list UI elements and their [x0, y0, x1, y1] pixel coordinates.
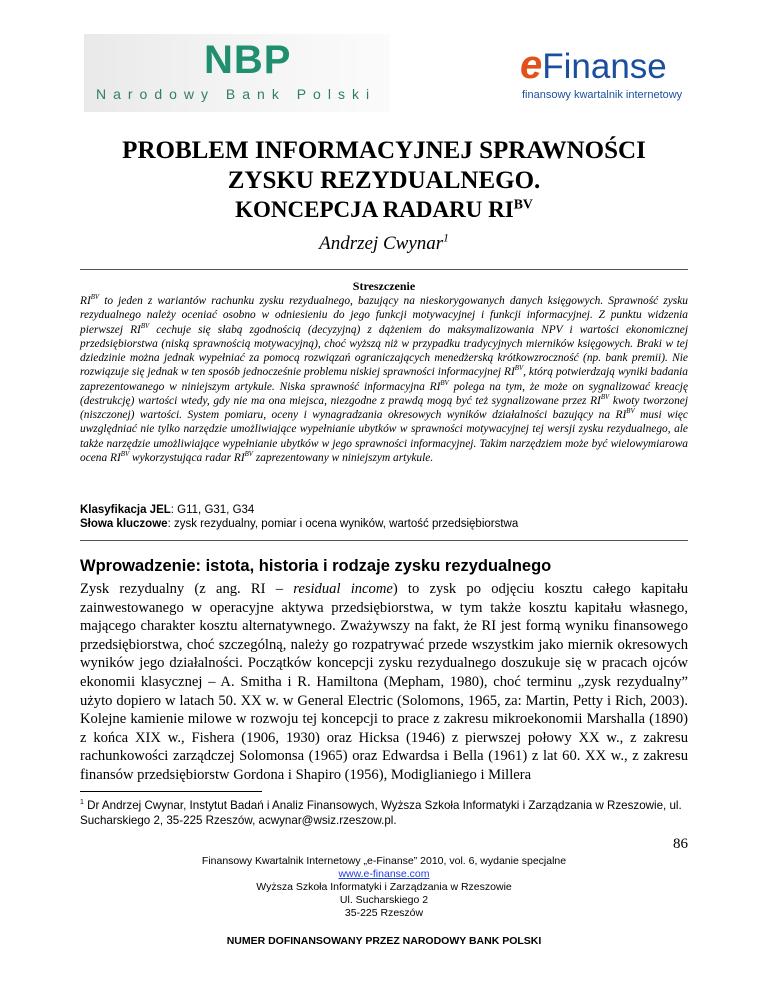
abstract-superscript: BV	[90, 294, 100, 302]
footer-journal: Finansowy Kwartalnik Internetowy „e-Finanse” 2010, vol. 6, wydanie specjalne	[201, 855, 567, 867]
abstract-segment: wykorzystująca radar RI	[129, 451, 245, 464]
paper-title-line-3	[0, 198, 768, 221]
paragraph-segment: ) to zysk po odjęciu kosztu całego kapitału zainwestowanego w operacyjne aktywa przedsiębiorstwa, w tym także kosztu kapitału własnego, mającego charakter kosztu alternatywnego. Zważywszy na fakt, że RI jest formą wyniku finansowego przedsiębiorstwa, choć szczególną, należy go rozpatrywać przede wszystkim jako miernik okresowych wyników jego działalności. Początków koncepcji zysku rezydualnego doszukuje się w pracach ojców ekonomii klasycznej – A. Smitha i R. Hamiltona (Mepham, 1980), choć terminu „zysk rezydualny” użyto dopiero w latach 50. XX w. w General Electric (Solomons, 1965, za: Martin, Petty i Rich, 2003). Kolejne kamienie milowe w rozwoju tej koncepcji to prace z zakresu mikroekonomii Marshalla (1890) z końca XIX w., Fishera (1906, 1930) oraz Hicksa (1946) z pierwszej połowy XX w., z zakresu rachunkowości zarządczej Solomonsa (1965) oraz Edwardsa i Bella (1961) z lat 60. XX w., z zakresu finansów przedsiębiorstw Gordona i Shapiro (1956), Modiglianiego i Millera	[80, 581, 688, 783]
paragraph-segment: Zysk rezydualny (z ang. RI –	[80, 581, 294, 597]
jel-classification	[80, 503, 688, 517]
efinanse-logo-word: Finanse	[542, 47, 667, 86]
paper-title-line-2: ZYSKU REZYDUALNEGO.	[227, 167, 541, 194]
footer-link[interactable]: www.e-finanse.com	[338, 868, 430, 880]
keywords-label: Słowa kluczowe	[80, 518, 168, 530]
author-footnote-ref: 1	[443, 232, 449, 245]
abstract-superscript: BV	[140, 322, 150, 330]
footer-city: 35-225 Rzeszów	[344, 907, 424, 919]
abstract-superscript: BV	[626, 408, 635, 416]
author-name: Andrzej Cwynar	[319, 233, 444, 254]
abstract-top-rule	[80, 269, 688, 270]
footer-street: Ul. Sucharskiego 2	[339, 894, 429, 906]
abstract-superscript: BV	[440, 379, 449, 387]
footnote-rule	[80, 791, 262, 792]
abstract-superscript: BV	[244, 450, 253, 458]
abstract-segment: to jeden z wariantów rachunku zysku rezydualnego, bazujący na nieskorygowanych danych księgowych. Sprawność zysku rezydualnego należy oceniać osobno w odniesieniu do jego funkcji motywacyjnej i funkcji informacyjnej. Z punktu widzenia pierwszej RI	[80, 295, 688, 336]
efinanse-logo	[520, 43, 710, 113]
author	[0, 233, 768, 255]
paper-title-line-1: PROBLEM INFORMACYJNEJ SPRAWNOŚCI	[122, 137, 646, 164]
abstract-bottom-rule	[80, 540, 688, 541]
efinanse-logo-subtitle: finansowy kwartalnik internetowy	[522, 89, 683, 101]
nbp-logo-name: Narodowy Bank Polski	[96, 86, 377, 102]
abstract-segment: zaprezentowany w niniejszym artykule.	[252, 451, 434, 464]
footnote-number: 1	[80, 799, 84, 807]
paper-title-superscript: BV	[513, 196, 533, 212]
abstract-segment: polega na tym, że może on sygnalizować kreację (destrukcję) wartości wtedy, gdy nie ma ona miejsca, niezgodne z prawdą mogą być też sygnalizowane przez RI	[80, 380, 688, 407]
footnote-text: Dr Andrzej Cwynar, Instytut Badań i Analiz Finansowych, Wyższa Szkoła Informatyki i Zarządzania w Rzeszowie, ul. Sucharskiego 2, 35-225 Rzeszów, acwynar@wsiz.rzeszow.pl.	[80, 799, 682, 827]
abstract-segment: cechuje się słabą zgodnością (decyzyjną) z dążeniem do maksymalizowania NPV i wartości ekonomicznej przedsiębiorstwa (niską sprawnością motywacyjną), choć wyższą niż w przypadku tradycyjnych mierników księgowych. Braki w tej dziedzinie można jednak wypełniać za pomocą rozwiązań ograniczających menedżerską krótkowzroczność (np. bank premii). Nie rozwiązuje się jednak w ten sposób jednocześnie problemu niskiej sprawności informacyjnej RI	[80, 323, 688, 379]
footer-funding-note: NUMER DOFINANSOWANY PRZEZ NARODOWY BANK POLSKI	[226, 935, 542, 947]
abstract-segment: kwoty tworzonej (niszczonej) wartości. System pomiaru, oceny i wynagradzania okresowych wyników działalności bazujący na RI	[80, 394, 688, 421]
section-paragraph	[80, 580, 688, 785]
nbp-logo	[84, 34, 390, 112]
jel-label: Klasyfikacja JEL	[80, 504, 171, 516]
footnote	[80, 798, 688, 828]
abstract-segment: musi więc uwzględniać nie tylko narzędzie umożliwiające wypełnianie ubytków w sprawności motywacyjnej tej wersji zysku rezydualnego, ale także narzędzie umożliwiające wypełnianie ubytków w jego sprawności informacyjnej. Takim narzędziem może być wielowymiarowa ocena RI	[80, 409, 688, 464]
paper-title-line-3-text: KONCEPCJA RADARU RI	[235, 197, 514, 222]
keywords	[80, 517, 688, 531]
abstract-segment: , którą potwierdzają wyniki badania zaprezentowanego w niniejszym artykule. Niska sprawność informacyjna RI	[80, 366, 688, 393]
abstract-segment: RI	[80, 295, 91, 307]
footer-institution: Wyższa Szkoła Informatyki i Zarządzania w Rzeszowie	[256, 881, 512, 893]
keywords-value: : zysk rezydualny, pomiar i ocena wyników, wartość przedsiębiorstwa	[167, 518, 519, 530]
page-number: 86	[673, 836, 688, 852]
page-header	[0, 0, 768, 122]
abstract-superscript: BV	[514, 365, 524, 373]
jel-value: : G11, G31, G34	[170, 504, 255, 516]
abstract-superscript: BV	[600, 393, 610, 401]
abstract-superscript: BV	[120, 450, 130, 458]
section-heading: Wprowadzenie: istota, historia i rodzaje zysku rezydualnego	[80, 557, 552, 575]
nbp-logo-mark: NBP	[204, 38, 292, 82]
abstract-text	[80, 294, 688, 465]
paragraph-italic-term: residual income	[293, 581, 393, 597]
efinanse-logo-e: e	[520, 43, 543, 87]
abstract-heading: Streszczenie	[352, 279, 416, 293]
efinanse-logo-mark	[520, 43, 667, 88]
